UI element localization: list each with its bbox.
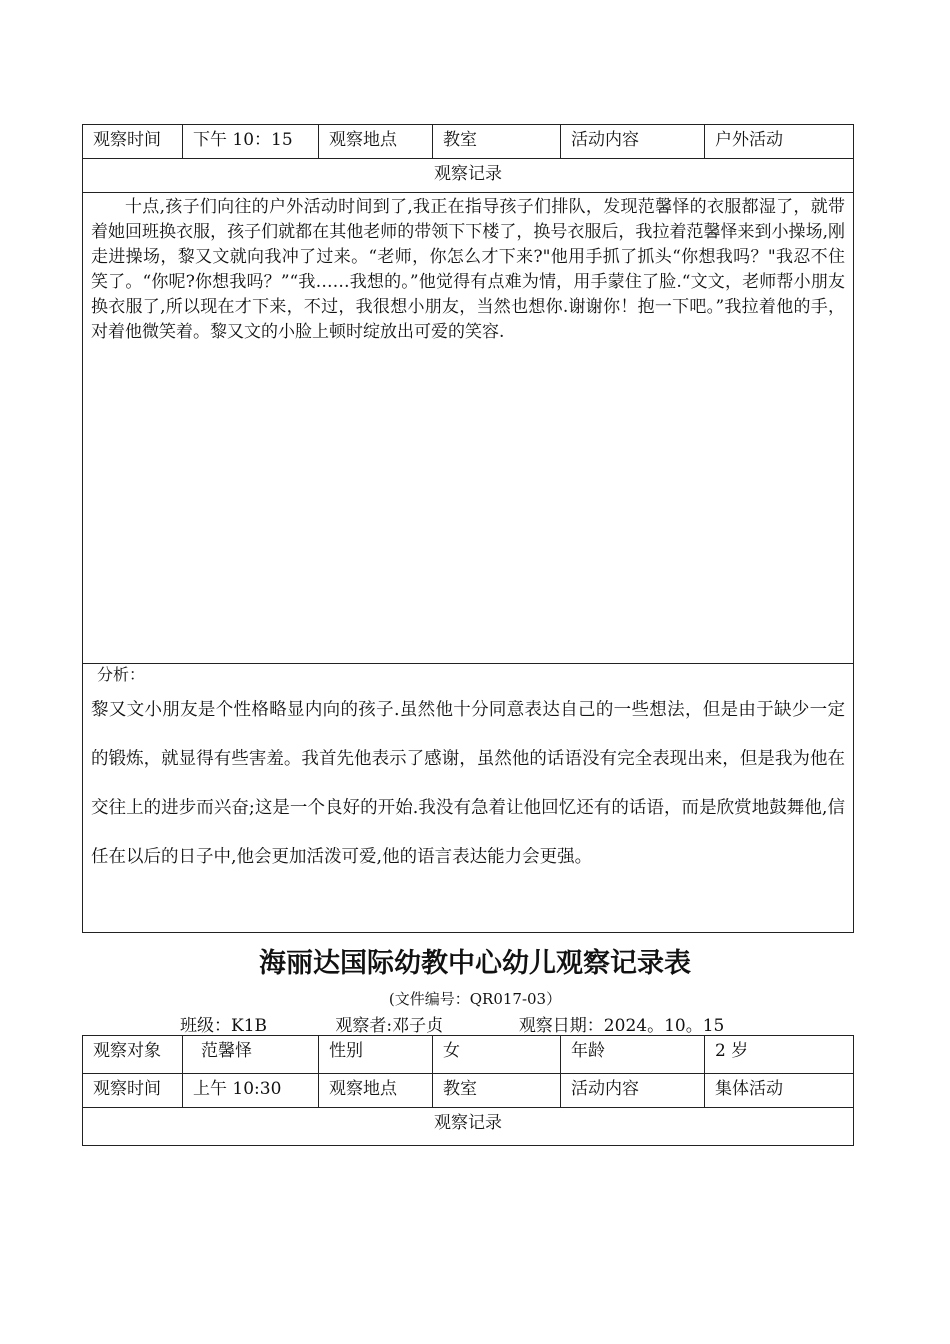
narrative-row <box>83 193 854 664</box>
record-heading-row <box>83 1108 854 1146</box>
bottom-observation-table <box>82 1035 854 1146</box>
activity-label: 活动内容 <box>561 1074 705 1108</box>
bottom-info-row <box>83 1074 854 1108</box>
form-meta <box>180 1011 724 1036</box>
place-value: 教室 <box>433 1074 561 1108</box>
document-number: (文件编号：QR017-03） <box>388 990 562 1008</box>
analysis-cell <box>83 664 854 933</box>
activity-value: 户外活动 <box>705 125 854 159</box>
record-heading: 观察记录 <box>83 1108 854 1146</box>
date-info: 观察日期：2024。10。15 <box>518 1016 725 1036</box>
place-label: 观察地点 <box>319 1074 433 1108</box>
subject-label: 观察对象 <box>83 1036 183 1074</box>
time-value: 下午 10：15 <box>183 125 319 159</box>
gender-value: 女 <box>433 1036 561 1074</box>
gender-label: 性别 <box>319 1036 433 1074</box>
age-label: 年龄 <box>561 1036 705 1074</box>
age-value: 2 岁 <box>705 1036 854 1074</box>
activity-label: 活动内容 <box>561 125 705 159</box>
time-label: 观察时间 <box>83 1074 183 1108</box>
subject-row <box>83 1036 854 1074</box>
class-info: 班级：K1B <box>180 1016 268 1036</box>
observation-narrative: 十点,孩子们向往的户外活动时间到了,我正在指导孩子们排队，发现范馨怿的衣服都湿了，就带着她回班换衣服，孩子们就都在其他老师的带领下下楼了，换号衣服后，我拉着范馨怿来到小操场,刚走进操场，黎又文就向我冲了过来。“老师，你怎么才下来?"他用手抓了抓头“你想我吗？"我忍不住笑了。“你呢?你想我吗？”“我……我想的。”他觉得有点难为情，用手蒙住了脸.“文文，老师帮小朋友换衣服了,所以现在才下来，不过，我很想小朋友，当然也想你.谢谢你！抱一下吧。”我拉着他的手，对着他微笑着。黎又文的小脸上顿时绽放出可爱的笑容. <box>83 193 854 664</box>
activity-value: 集体活动 <box>705 1074 854 1108</box>
time-label: 观察时间 <box>83 125 183 159</box>
time-value: 上午 10:30 <box>183 1074 319 1108</box>
place-label: 观察地点 <box>319 125 433 159</box>
analysis-label: 分析： <box>97 665 146 684</box>
place-value: 教室 <box>433 125 561 159</box>
record-heading-row <box>83 159 854 193</box>
form-title: 海丽达国际幼教中心幼儿观察记录表 <box>259 948 691 979</box>
analysis-text: 黎又文小朋友是个性格略显内向的孩子.虽然他十分同意表达自己的一些想法，但是由于缺少一定的锻炼，就显得有些害羞。我首先他表示了感谢，虽然他的话语没有完全表现出来，但是我为他在交往上的进步而兴奋;这是一个良好的开始.我没有急着让他回忆还有的话语，而是欣赏地鼓舞他,信任在以后的日子中,他会更加活泼可爱,他的语言表达能力会更强。 <box>91 700 845 867</box>
observer-info: 观察者:邓子贞 <box>335 1016 444 1036</box>
top-info-row <box>83 125 854 159</box>
top-observation-table <box>82 124 854 933</box>
record-heading: 观察记录 <box>83 159 854 193</box>
analysis-row <box>83 664 854 933</box>
subject-value: 范馨怿 <box>183 1036 319 1074</box>
